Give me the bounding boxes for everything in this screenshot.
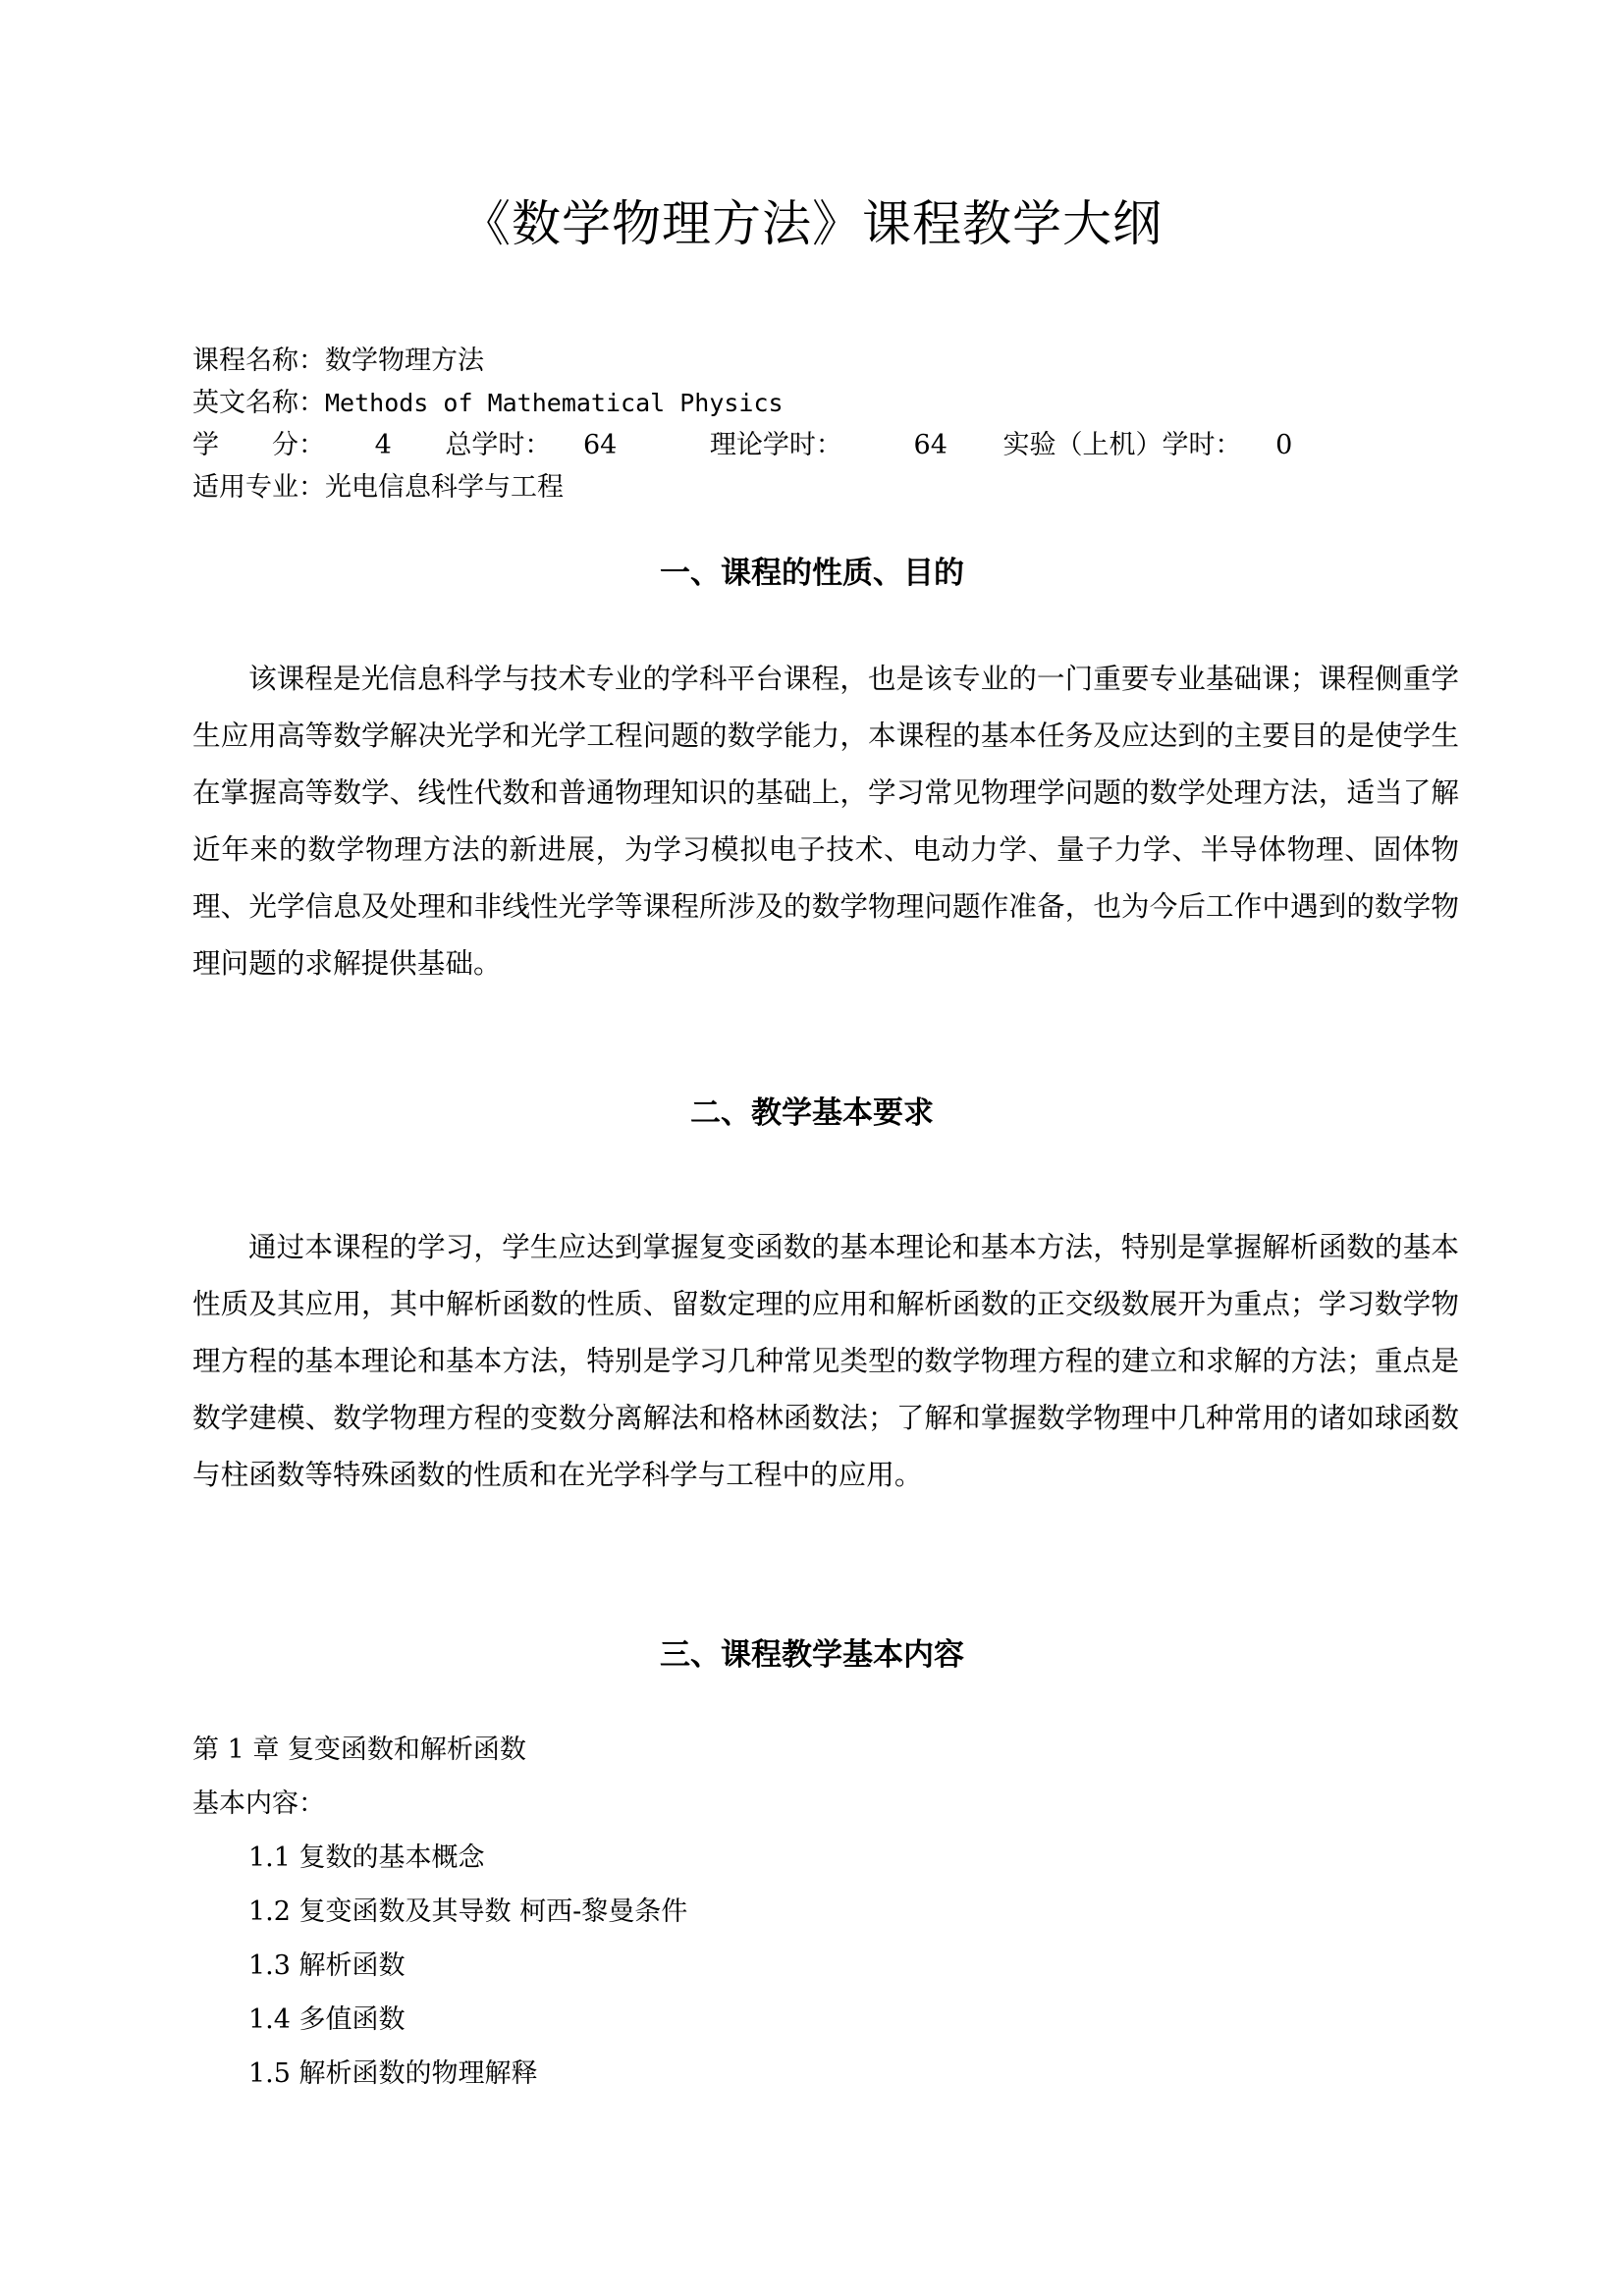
lab-hours-value: 0 [1275, 430, 1293, 460]
english-name-value: Methods of Mathematical Physics [325, 389, 784, 417]
section-2-body: 通过本课程的学习，学生应达到掌握复变函数的基本理论和基本方法，特别是掌握解析函数的基本性质及其应用，其中解析函数的性质、留数定理的应用和解析函数的正交级数展开为重点；学习数学物理方程的基本理论和基本方法，特别是学习几种常见类型的数学物理方程的建立和求解的方法；重点是数学建模、数学物理方程的变数分离解法和格林函数法；了解和掌握数学物理中几种常用的诸如球函数与柱函数等特殊函数的性质和在光学科学与工程中的应用。 [192, 1230, 1459, 1491]
section-1-body: 该课程是光信息科学与技术专业的学科平台课程，也是该专业的一门重要专业基础课；课程侧重学生应用高等数学解决光学和光学工程问题的数学能力，本课程的基本任务及应达到的主要目的是使学生在掌握高等数学、线性代数和普通物理知识的基础上，学习常见物理学问题的数学处理方法，适当了解近年来的数学物理方法的新进展，为学习模拟电子技术、电动力学、量子力学、半导体物理、固体物理、光学信息及处理和非线性光学等课程所涉及的数学物理问题作准备，也为今后工作中遇到的数学物理问题的求解提供基础。 [192, 662, 1459, 980]
document-title: 《数学物理方法》课程教学大纲 [461, 195, 1163, 252]
total-hours-value: 64 [582, 430, 618, 460]
course-name-value: 数学物理方法 [325, 346, 484, 376]
credit-value: 4 [374, 430, 392, 460]
section-2-heading: 二、教学基本要求 [690, 1095, 934, 1131]
section-1-heading: 一、课程的性质、目的 [660, 556, 964, 591]
section-3-heading: 三、课程教学基本内容 [660, 1637, 964, 1673]
list-item: 1.2 复变函数及其导数 柯西-黎曼条件 [248, 1896, 688, 1927]
theory-hours-value: 64 [913, 430, 947, 460]
english-name-label: 英文名称： [192, 388, 325, 418]
credit-label: 学 分： [192, 430, 325, 460]
course-name-line [192, 344, 484, 379]
total-hours-label: 总学时： [445, 430, 552, 460]
major-value: 光电信息科学与工程 [325, 472, 564, 503]
lab-hours-label: 实验（上机）学时： [1002, 430, 1242, 460]
theory-hours-label: 理论学时： [709, 430, 842, 460]
chapter-1-title: 第 1 章 复变函数和解析函数 [192, 1735, 526, 1765]
list-item: 1.4 多值函数 [248, 2004, 406, 2035]
list-item: 1.5 解析函数的物理解释 [248, 2058, 538, 2089]
list-item: 1.1 复数的基本概念 [248, 1842, 485, 1873]
english-name-line [192, 386, 784, 421]
content-label: 基本内容： [192, 1789, 325, 1819]
list-item: 1.3 解析函数 [248, 1950, 406, 1981]
hours-line [192, 428, 1292, 463]
major-line [192, 470, 564, 506]
major-label: 适用专业： [192, 472, 325, 503]
course-name-label: 课程名称： [192, 346, 325, 376]
